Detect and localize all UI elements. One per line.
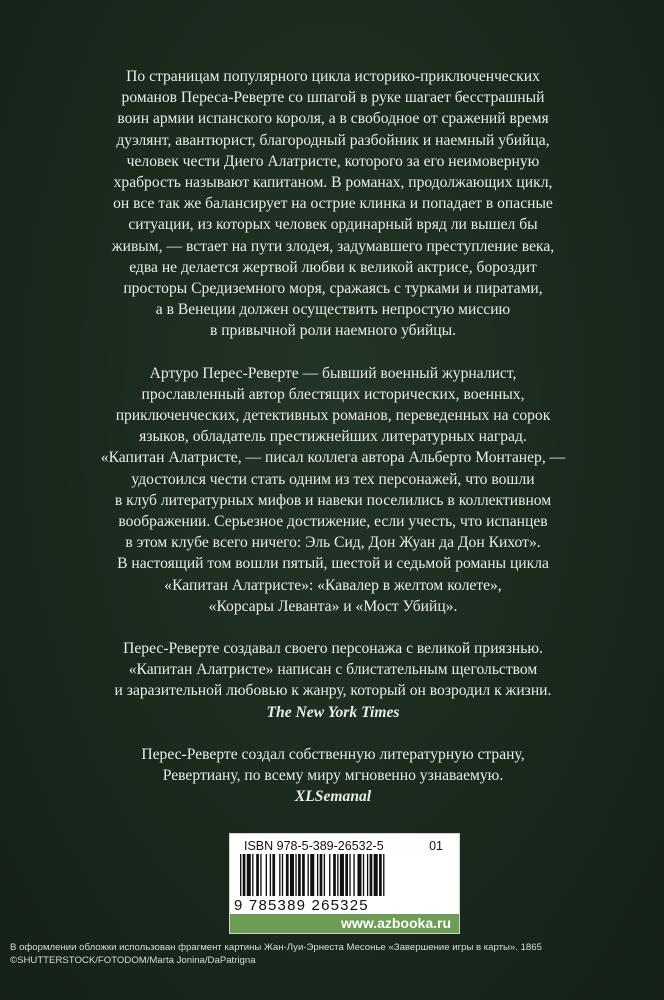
barcode-bar [340,854,344,896]
text-line: романов Переса-Реверте со шпагой в руке шагает бесстрашный [121,89,545,107]
text-line: прославленный автор блестящих исторических, военных, [141,385,525,403]
barcode-bar [290,854,294,896]
barcode-bar [256,854,259,896]
paragraph-series-description [80,66,586,342]
isbn-line [244,839,449,853]
barcode-bar [370,854,373,896]
barcode-bar [320,854,323,896]
barcode-bar [302,854,305,896]
text-line: По страницам популярного цикла историко-приключенческих [126,68,540,85]
barcode-bar [329,854,330,896]
cover-credits [10,941,660,967]
barcode-bar [295,854,296,896]
quote-nyt [80,638,586,723]
text-line: дуэлянт, авантюрист, благородный разбойник и наемный убийца, [116,131,550,149]
text-line: В настоящий том вошли пятый, шестой и седьмой романы цикла [117,555,549,573]
text-line: Артуро Перес-Реверте — бывший военный журналист, [149,364,517,382]
text-line: Перес-Реверте создавал своего персонажа с великой приязнью. [123,640,543,658]
text-line: языков, обладатель престижнейших литературных наград. [139,428,527,446]
text-line: человек чести Диего Алатристе, которого за его неимоверную [126,152,540,170]
text-line: воин армии испанского короля, а в свободное от сражений время [117,110,549,128]
barcode-bar [247,854,251,896]
barcode-bar [324,854,325,896]
text-line: он все так же балансирует на острие клинка и попадает в опасные [113,195,553,213]
barcode-bar [374,854,378,896]
barcode-bar [357,854,361,896]
quote-source: XLSemanal [294,788,372,806]
barcode-bar [279,854,280,896]
text-line: живым, — встает на пути злодея, задумавшего преступление века, [111,237,555,255]
barcode-bar [272,854,275,896]
barcode-bar [383,854,384,896]
text-line: Перес-Реверте создал собственную литературную страну, [141,745,525,763]
barcode-bar [260,854,261,896]
barcode-bar [252,854,253,896]
barcode-bar [308,854,309,896]
text-line: и заразительной любовью к жанру, который он возродил к жизни. [114,682,552,700]
barcode-bar [363,854,364,896]
barcode-bars [238,854,452,898]
credits-copyright: ©SHUTTERSTOCK/FOTODOM/Marta Jonina/DaPatrigna [10,955,256,966]
barcode-bar [298,854,301,896]
text-line: в привычной роли наемного убийцы. [209,322,457,340]
text-line: просторы Средиземного моря, сражаясь с турками и пиратами, [123,280,543,298]
text-line: воображении. Серьезное достижение, если учесть, что испанцев [118,513,548,531]
barcode-bar [337,854,338,896]
text-line: приключенческих, детективных романов, переведенных на сорок [115,407,551,425]
text-line: а в Венеции должен осуществить непростую миссию [155,301,511,319]
barcode-digits: 9 785389 265325 [234,897,369,914]
text-line: ситуации, из которых человек ординарный вряд ли вышел бы [128,216,538,234]
credits-painting: В оформлении обложки использован фрагмент картины Жан-Луи-Эрнеста Месонье «Завершение игры в карты». 1865 [10,942,542,953]
quote-source: The New York Times [266,703,400,721]
quote-xlsemanal [80,744,586,808]
barcode-bar [333,854,336,896]
isbn-addon-code: 01 [429,839,443,853]
text-line: «Капитан Алатристе»: «Кавалер в желтом колете», [164,576,502,594]
barcode-bar [266,854,267,896]
barcode-bar [349,854,350,896]
text-line: «Капитан Алатристе, — писал коллега автора Альберто Монтанер, — [100,449,566,467]
text-line: едва не делается жертвой любви к великой актрисе, бороздит [129,258,537,276]
publisher-website: www.azbooka.ru [341,915,451,931]
barcode-bar [367,854,368,896]
text-line: в этом клубе всего ничего: Эль Сид, Дон Жуан да Дон Кихот». [125,534,541,552]
barcode-bar [240,854,241,896]
text-line: удостоился чести стать одним из тех персонажей, что вошли [131,470,535,488]
text-line: «Корсары Леванта» и «Мост Убийц». [208,597,458,615]
barcode-bar [379,854,382,896]
barcode-bar [270,854,271,896]
barcode-bar [317,854,318,896]
text-line: храбрость называют капитаном. В романах, продолжающих цикл, [113,174,553,192]
text-line: «Капитан Алатристе» написан с блистательным щегольством [128,661,538,679]
text-line: Ревертиану, по всему миру мгновенно узнаваемую. [162,767,504,785]
website-strip [230,914,459,933]
blurb-text [80,66,586,808]
isbn-barcode-box [229,833,460,934]
barcode-bar [243,854,246,896]
barcode-bar [353,854,354,896]
text-line: в клуб литературных мифов и навеки поселились в коллективном [114,491,552,509]
barcode-bar [282,854,283,896]
barcode-bar [286,854,289,896]
isbn-number: ISBN 978-5-389-26532-5 [244,839,384,853]
barcode-bar [345,854,348,896]
barcode-bar [310,854,314,896]
paragraph-author-bio [80,363,586,617]
